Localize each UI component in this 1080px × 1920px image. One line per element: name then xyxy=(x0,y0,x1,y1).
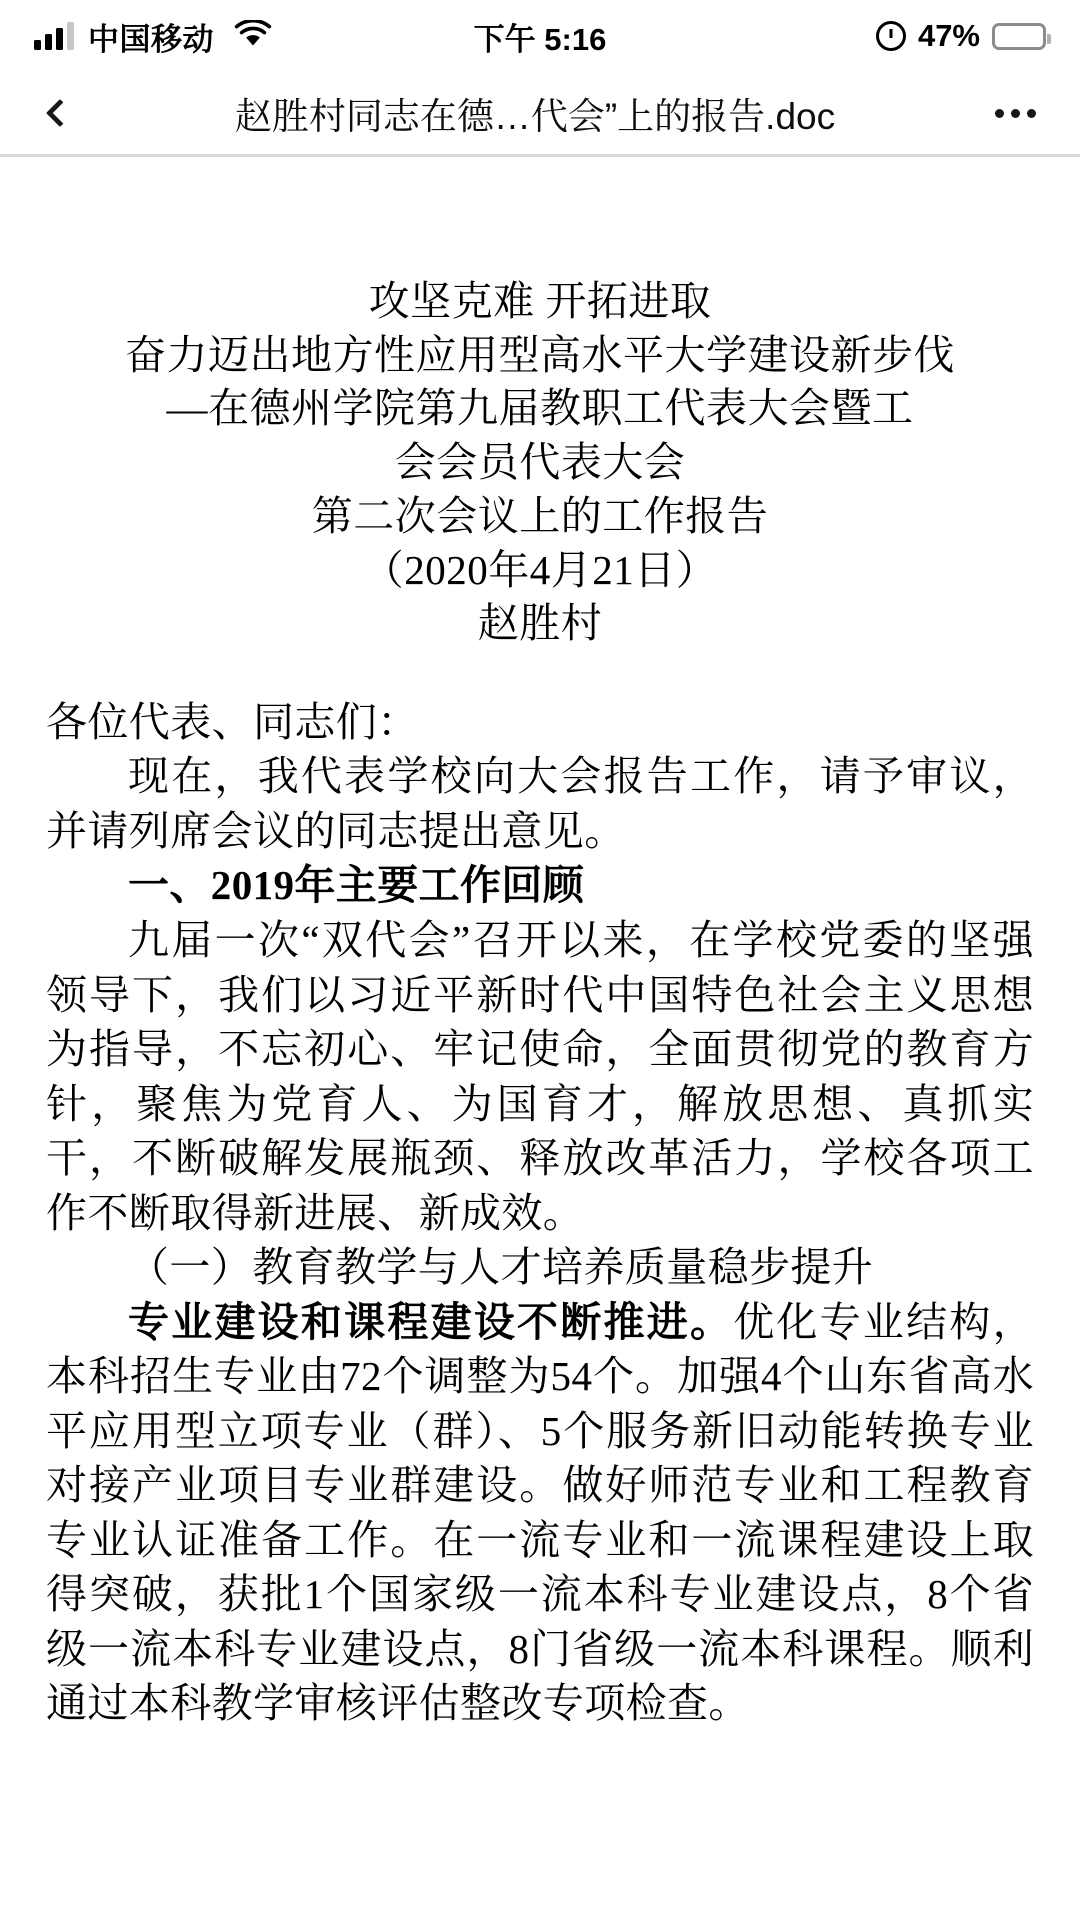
more-options-button[interactable] xyxy=(980,83,1050,143)
title-line: 奋力迈出地方性应用型高水平大学建设新步伐 xyxy=(125,331,955,378)
status-bar-right xyxy=(876,18,1046,54)
paragraph-lead-text: 专业建设和课程建设不断推进。 xyxy=(128,1298,734,1345)
document-body xyxy=(46,695,1034,1731)
status-bar-clock: 下午 5:16 xyxy=(473,21,607,57)
title-line: 会会员代表大会 xyxy=(394,439,686,486)
subsection-heading-one: （一）教育教学与人才培养质量稳步提升 xyxy=(128,1244,874,1291)
nav-bar xyxy=(0,72,1080,154)
battery-icon xyxy=(992,23,1046,50)
title-line: 第二次会议上的工作报告 xyxy=(311,492,769,539)
paragraph-rest-text: 优化专业结构，本科招生专业由72个调整为54个。加强4个山东省高水平应用型立项专业（群）、5个服务新旧动能转换专业对接产业项目专业群建设。做好师范专业和工程教育专业认证准备工作。在一流专业和一流课程建设上取得突破，获批1个国家级一流本科专业建设点，8个省级一流本科专业建设点，8门省级一流本科课程。顺利通过本科教学审核评估整改专项检查。 xyxy=(46,1298,1034,1727)
title-line: 攻坚克难 开拓进取 xyxy=(368,278,712,324)
document-title xyxy=(46,275,1034,651)
more-dots-icon xyxy=(995,109,1004,118)
paragraph-review-body: 九届一次“双代会”召开以来，在学校党委的坚强领导下，我们以习近平新时代中国特色社会主义思想为指导，不忘初心、牢记使命，全面贯彻党的教育方针，聚焦为党育人、为国育才，解放思想、真抓实干，不断破解发展瓶颈、释放改革活力，学校各项工作不断取得新进展、新成效。 xyxy=(46,916,1034,1236)
back-button[interactable] xyxy=(30,83,90,143)
back-chevron-icon xyxy=(46,99,74,127)
title-line: （2020年4月21日） xyxy=(362,546,718,593)
battery-percent-label: 47% xyxy=(917,18,980,53)
rotation-lock-icon xyxy=(876,21,906,51)
cellular-signal-icon xyxy=(34,22,74,50)
title-line: 赵胜村 xyxy=(477,600,603,647)
more-dots-icon xyxy=(1027,109,1036,118)
wifi-icon xyxy=(234,20,272,53)
paragraph-major-construction xyxy=(46,1295,1034,1731)
title-line: —在德州学院第九届教职工代表大会暨工 xyxy=(166,385,914,432)
document-viewer[interactable] xyxy=(0,157,1080,1731)
status-bar-left xyxy=(34,14,272,59)
page-title: 赵胜村同志在德…代会”上的报告.doc xyxy=(234,96,836,137)
paragraph-opening: 现在，我代表学校向大会报告工作，请予审议，并请列席会议的同志提出意见。 xyxy=(46,753,1034,854)
status-bar xyxy=(0,0,1080,72)
paragraph-salutation: 各位代表、同志们： xyxy=(46,698,419,745)
more-dots-icon xyxy=(1011,109,1020,118)
section-heading-one: 一、2019年主要工作回顾 xyxy=(128,862,585,909)
carrier-label: 中国移动 xyxy=(88,21,214,57)
